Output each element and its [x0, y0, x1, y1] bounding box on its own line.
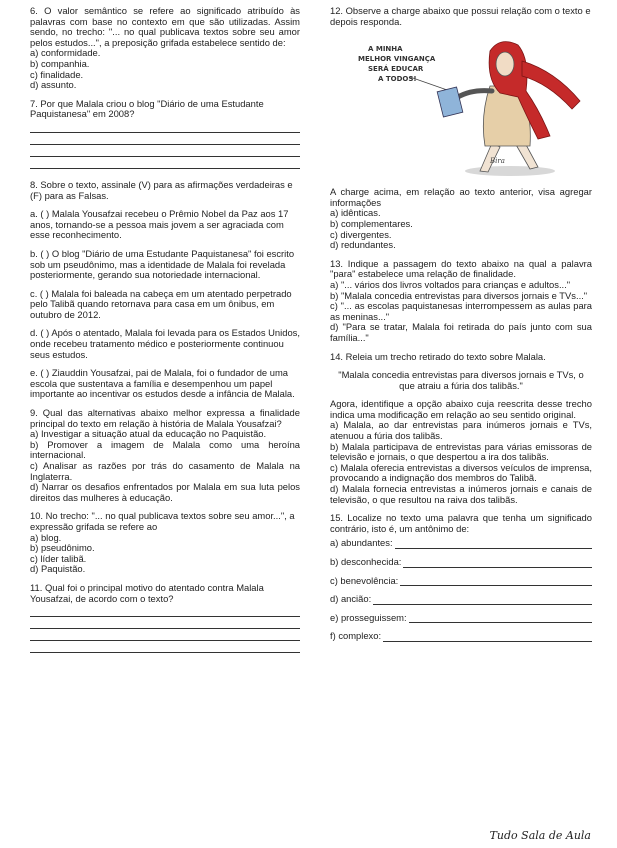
answer-line[interactable] — [30, 160, 300, 169]
answer-line[interactable] — [30, 632, 300, 641]
answer-line[interactable] — [30, 620, 300, 629]
right-column — [330, 6, 592, 642]
q7-stem: 7. Por que Malala criou o blog "Diário de uma Estudante Paquistanesa" em 2008? — [30, 97, 264, 120]
q15-item-f[interactable] — [330, 631, 592, 642]
q8-item-b: b. ( ) O blog "Diário de uma Estudante Paquistanesa" foi escrito sob um pseudônimo, mas a identidade de Malala foi revelada posteriormente, gerando sua notoriedade internacional. — [30, 247, 295, 281]
q14-option-a: a) Malala, ao dar entrevistas para inúmeros jornais e TVs, atenuou a fúria dos talibãs. — [330, 419, 592, 442]
q10-stem: 10. No trecho: "... no qual publicava textos sobre seu amor...", a expressão grifada se refere ao — [30, 510, 295, 532]
answer-line[interactable] — [30, 148, 300, 157]
q9-option-a: a) Investigar a situação atual da educação no Paquistão. — [30, 428, 267, 440]
q12-stem: 12. Observe a charge abaixo que possui relação com o texto e depois responda. — [330, 5, 591, 27]
q9-stem: 9. Qual das alternativas abaixo melhor expressa a finalidade principal do texto em relação à história de Malala Yousafzai? — [30, 407, 300, 429]
charge-text-1: A MINHA — [368, 45, 403, 54]
q14-instruction: Agora, identifique a opção abaixo cuja reescrita desse trecho indica uma modificação em relação ao seu sentido original. — [330, 398, 592, 420]
q15-item-f-label: f) complexo: — [330, 630, 382, 642]
author-signature: Tudo Sala de Aula — [489, 829, 591, 842]
q15-item-c-label: c) benevolência: — [330, 574, 399, 586]
answer-line[interactable] — [30, 124, 300, 133]
q13-stem: 13. Indique a passagem do texto abaixo na qual a palavra "para" estabelece uma relação de finalidade. — [330, 257, 592, 280]
q6-option-a: a) conformidade. — [30, 47, 101, 59]
answer-line[interactable] — [30, 608, 300, 617]
q15-item-a[interactable] — [330, 538, 592, 549]
q15-item-b-label: b) desconhecida: — [330, 556, 402, 567]
q12-option-b: b) complementares. — [330, 217, 413, 229]
q6-option-d: d) assunto. — [30, 79, 77, 91]
q8-item-c: c. ( ) Malala foi baleada na cabeça em um atentado perpetrado pelo Talibã quando retornava para casa em um ônibus, em outubro de 2012. — [30, 287, 292, 320]
q6-option-b: b) companhia. — [30, 57, 90, 69]
q9-option-b: b) Promover a imagem de Malala como uma heroína internacional. — [30, 438, 300, 461]
q15-stem: 15. Localize no texto uma palavra que tenha um significado contrário, isto é, um antônimo de: — [330, 512, 592, 534]
q6-option-c: c) finalidade. — [30, 68, 84, 80]
q8-item-d: d. ( ) Após o atentado, Malala foi levada para os Estados Unidos, onde recebeu tratamento médico e posteriormente continuou seus estudos. — [30, 327, 300, 360]
q14-quote: "Malala concedia entrevistas para diversos jornais e TVs, o que atraiu a fúria dos talibãs." — [338, 369, 584, 391]
malala-cartoon — [340, 31, 590, 183]
q14-option-b: b) Malala participava de entrevistas para várias emissoras de televisão e jornais, o que despertou a ira dos talibãs. — [330, 440, 592, 463]
q15-item-b[interactable] — [330, 557, 592, 568]
q10-option-b: b) pseudônimo. — [30, 542, 95, 554]
q15-item-e[interactable] — [330, 613, 592, 624]
q14-stem: 14. Releia um trecho retirado do texto sobre Malala. — [330, 350, 546, 362]
q10-option-a: a) blog. — [30, 531, 62, 543]
left-column — [30, 6, 300, 656]
q8-item-e: e. ( ) Ziauddin Yousafzai, pai de Malala, foi o fundador de uma escola que sustentava a família e desempenhou um papel importante ao incentivar os estudos desde a infância de Malala. — [30, 367, 295, 400]
q11-stem: 11. Qual foi o principal motivo do atentado contra Malala Yousafzai, de acordo com o texto? — [30, 581, 264, 604]
q15-item-d-label: d) ancião: — [330, 593, 372, 605]
charge-text-4: A TODOS! — [378, 75, 417, 84]
charge-text-2: MELHOR VINGANÇA — [358, 55, 436, 64]
q13-option-a: a) "... vários dos livros voltados para crianças e adultos..." — [330, 278, 571, 290]
q13-option-b: b) "Malala concedia entrevistas para diversos jornais e TVs..." — [330, 289, 588, 301]
q15-item-d[interactable] — [330, 594, 592, 605]
q15-item-e-label: e) prosseguissem: — [330, 611, 407, 623]
q9-option-d: d) Narrar os desafios enfrentados por Malala em sua luta pelos direitos das mulheres à educação. — [30, 481, 300, 503]
answer-line[interactable] — [30, 136, 300, 145]
malala-cartoon-drawing — [340, 31, 590, 183]
q12-option-c: c) divergentes. — [330, 228, 392, 240]
q15-item-a-label: a) abundantes: — [330, 537, 393, 549]
q6-stem: 6. O valor semântico se refere ao significado atribuído às palavras com base no contexto em que são utilizadas. Assim sendo, no trecho: "... no qual publicava textos sobre seu amor pelos estudos...", a preposição grifada estabelece sentido de: — [30, 5, 300, 48]
answer-line[interactable] — [30, 644, 300, 653]
q9-option-c: c) Analisar as razões por trás do casamento de Malala na Inglaterra. — [30, 460, 300, 482]
q13-option-d: d) "Para se tratar, Malala foi retirada do país junto com sua família..." — [330, 321, 592, 343]
q12-option-d: d) redundantes. — [330, 239, 396, 251]
q13-option-c: c) "... as escolas paquistanesas interrompessem as aulas para as meninas..." — [330, 300, 592, 322]
q10-option-c: c) líder talibã. — [30, 552, 87, 564]
q12-followup: A charge acima, em relação ao texto anterior, visa agregar informações — [330, 186, 592, 208]
charge-text-3: SERÁ EDUCAR — [368, 65, 424, 74]
charge-signature: Bira — [490, 157, 505, 166]
q8-stem: 8. Sobre o texto, assinale (V) para as afirmações verdadeiras e (F) para as Falsas. — [30, 178, 293, 201]
q14-option-d: d) Malala fornecia entrevistas a inúmeros jornais e canais de televisão, o que resultou na raiva dos talibãs. — [330, 483, 592, 505]
q15-item-c[interactable] — [330, 576, 592, 587]
q8-item-a: a. ( ) Malala Yousafzai recebeu o Prêmio Nobel da Paz aos 17 anos, tornando-se a pessoa mais jovem a ser agraciada com esse reconhecimento. — [30, 208, 289, 241]
q10-option-d: d) Paquistão. — [30, 563, 86, 575]
q12-option-a: a) idênticas. — [330, 207, 381, 219]
q14-option-c: c) Malala oferecia entrevistas a diversos veículos de imprensa, provocando a indignação dos membros do Talibã. — [330, 461, 592, 484]
